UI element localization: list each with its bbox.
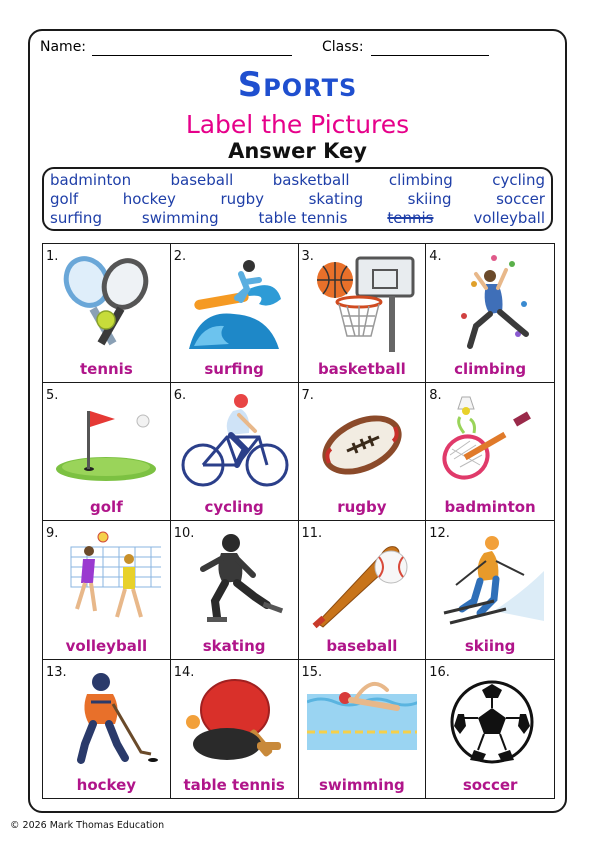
- word-bank-item: skiing: [407, 190, 452, 208]
- name-line: [92, 55, 292, 56]
- word-bank-row: [50, 209, 545, 228]
- answer-label: climbing: [454, 359, 527, 378]
- item-number: 8.: [429, 387, 442, 403]
- page-title: Sports: [237, 65, 358, 105]
- word-bank-row: [50, 190, 545, 209]
- word-bank-item: hockey: [122, 190, 176, 208]
- word-bank-item: surfing: [50, 209, 102, 227]
- item-number: 15.: [301, 664, 323, 680]
- word-bank-item: basketball: [272, 171, 350, 189]
- picture-cell: [426, 521, 554, 660]
- name-label: Name:: [40, 39, 87, 55]
- soccer-ball-icon: [434, 670, 544, 770]
- volleyball-players-icon: [51, 531, 161, 631]
- answer-label: badminton: [444, 498, 536, 516]
- class-label: Class:: [322, 39, 364, 55]
- word-bank-item: rugby: [220, 190, 265, 208]
- picture-cell: [426, 660, 554, 799]
- answer-label: basketball: [317, 359, 406, 378]
- worksheet: [28, 29, 567, 813]
- item-number: 13.: [46, 664, 67, 680]
- picture-cell: [43, 244, 171, 383]
- answer-label: surfing: [204, 359, 264, 378]
- picture-cell: [171, 660, 299, 799]
- item-number: 2.: [173, 249, 187, 264]
- answer-label: tennis: [79, 359, 133, 378]
- picture-cell: [171, 383, 299, 522]
- rugby-ball-icon: [307, 393, 417, 493]
- answer-label: golf: [90, 498, 123, 516]
- golf-flag-icon: [51, 393, 161, 493]
- item-number: 5.: [46, 387, 59, 403]
- answer-label: baseball: [326, 636, 398, 655]
- item-number: 16.: [429, 664, 450, 680]
- answer-key-heading: Answer Key: [228, 139, 367, 163]
- item-number: 7.: [301, 387, 314, 403]
- answer-label: soccer: [462, 776, 518, 794]
- word-bank-item: climbing: [388, 171, 453, 189]
- answer-label: volleyball: [65, 636, 148, 655]
- picture-cell: [43, 660, 171, 799]
- word-bank-item-struck: tennis: [387, 209, 434, 227]
- answer-label: skiing: [464, 636, 516, 655]
- page-subtitle: Label the Pictures: [185, 110, 410, 139]
- item-number: 3.: [301, 249, 314, 264]
- copyright-footer: © 2026 Mark Thomas Education: [10, 820, 165, 831]
- picture-cell: [171, 244, 299, 383]
- picture-cell: [171, 521, 299, 660]
- word-bank-item: badminton: [50, 171, 132, 189]
- word-bank-item: soccer: [496, 190, 545, 208]
- badminton-racket-icon: [434, 393, 544, 493]
- word-bank-row: [50, 171, 545, 190]
- ping-pong-paddles-icon: [179, 670, 289, 770]
- item-number: 4.: [429, 249, 442, 264]
- answer-label: hockey: [76, 776, 137, 794]
- picture-cell: [299, 383, 427, 522]
- answer-label: rugby: [337, 498, 387, 516]
- skier-icon: [434, 531, 544, 631]
- hockey-player-icon: [51, 670, 161, 770]
- basketball-hoop-icon: [307, 254, 417, 354]
- skater-icon: [179, 531, 289, 631]
- word-bank-item: baseball: [170, 171, 234, 189]
- item-number: 12.: [429, 526, 450, 541]
- answer-label: cycling: [204, 498, 264, 516]
- picture-cell: [43, 521, 171, 660]
- item-number: 10.: [173, 526, 195, 541]
- class-line: [371, 55, 489, 56]
- item-number: 1.: [46, 249, 59, 264]
- item-number: 9.: [46, 526, 59, 541]
- baseball-bat-icon: [307, 531, 417, 631]
- word-bank-item: volleyball: [473, 209, 545, 227]
- answer-label: swimming: [319, 776, 405, 794]
- word-bank: [42, 167, 553, 231]
- name-class-row: [40, 37, 555, 59]
- climber-icon: [434, 254, 544, 354]
- picture-cell: [299, 244, 427, 383]
- swimmer-icon: [307, 670, 417, 770]
- picture-grid: [42, 243, 555, 799]
- item-number: 11.: [301, 526, 323, 541]
- surfer-icon: [179, 254, 289, 354]
- word-bank-item: golf: [50, 190, 79, 208]
- picture-cell: [426, 244, 554, 383]
- picture-cell: [426, 383, 554, 522]
- cyclist-icon: [179, 393, 289, 493]
- picture-cell: [43, 383, 171, 522]
- word-bank-item: skating: [308, 190, 364, 208]
- tennis-rackets-icon: [51, 254, 161, 354]
- answer-label: table tennis: [183, 776, 285, 794]
- picture-cell: [299, 521, 427, 660]
- word-bank-item: swimming: [141, 209, 219, 227]
- word-bank-item: table tennis: [258, 209, 348, 227]
- picture-cell: [299, 660, 427, 799]
- item-number: 14.: [173, 664, 195, 680]
- answer-label: skating: [202, 636, 266, 655]
- item-number: 6.: [173, 387, 187, 403]
- word-bank-item: cycling: [492, 171, 545, 189]
